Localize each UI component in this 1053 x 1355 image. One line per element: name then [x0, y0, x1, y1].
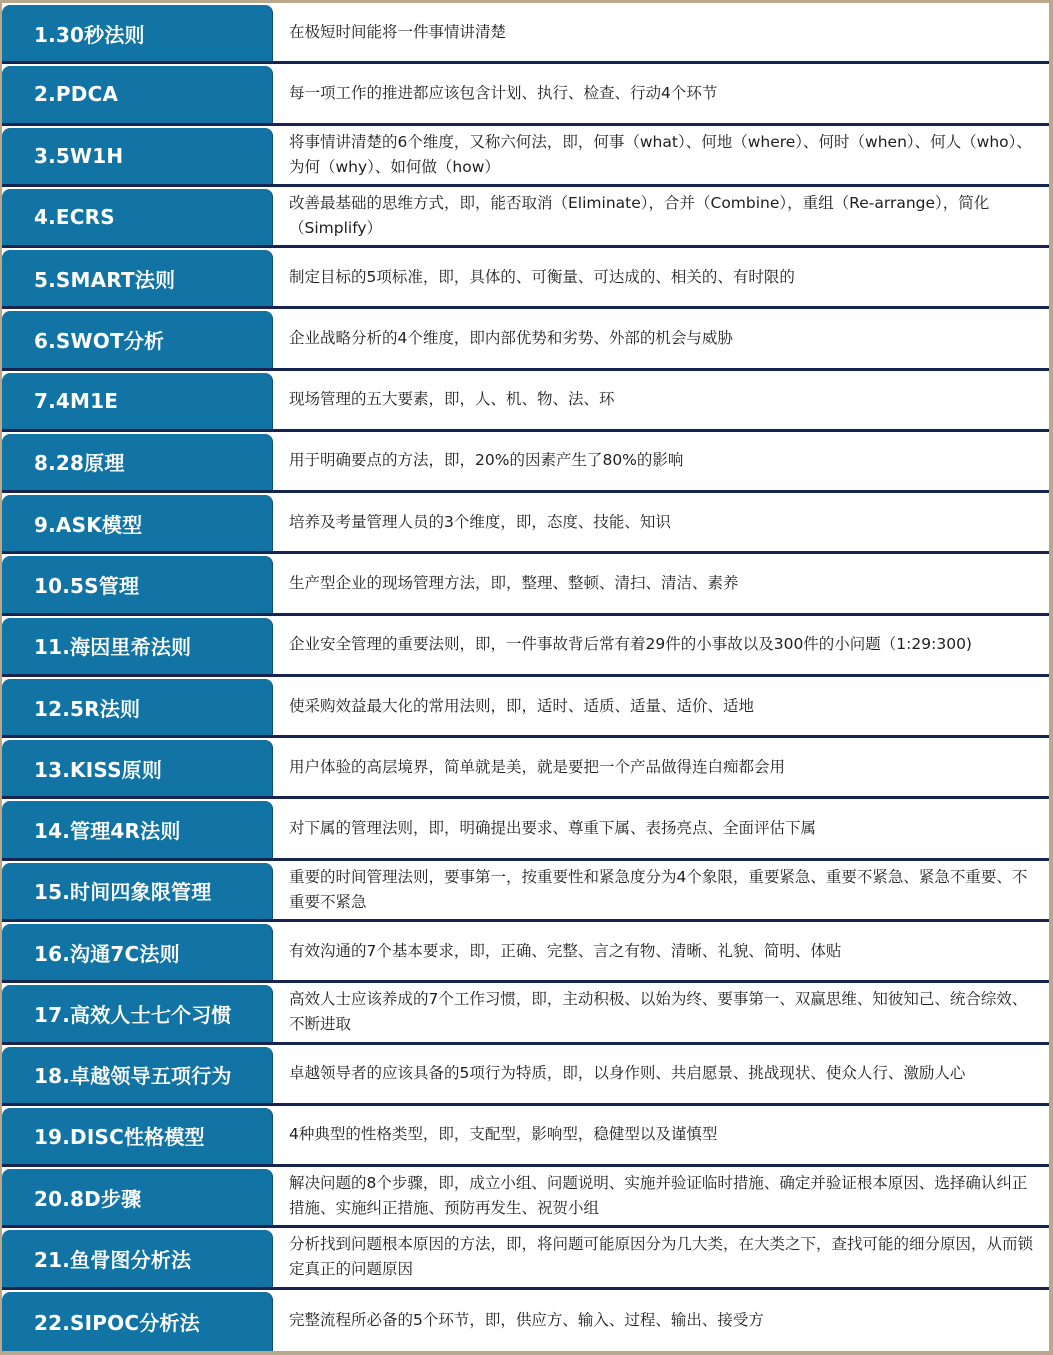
row-description: 将事情讲清楚的6个维度，又称六何法，即，何事（what）、何地（where）、何时（when）、何人（who）、为何（why）、如何做（how） [289, 132, 1032, 176]
row-description: 培养及考量管理人员的3个维度，即，态度、技能、知识 [289, 512, 671, 531]
table-row [2, 493, 1049, 554]
row-description: 每一项工作的推进都应该包含计划、执行、检查、行动4个环节 [289, 83, 718, 102]
row-description: 在极短时间能将一件事情讲清楚 [289, 22, 507, 41]
table-row [2, 738, 1049, 799]
row-description: 企业战略分析的4个维度，即内部优势和劣势、外部的机会与威胁 [289, 328, 733, 347]
row-description: 生产型企业的现场管理方法，即，整理、整顿、清扫、清洁、素养 [289, 574, 739, 593]
row-label: 19.DISC性格模型 [2, 1108, 273, 1164]
row-label: 4.ECRS [2, 189, 273, 245]
row-label: 13.KISS原则 [2, 740, 273, 796]
row-description: 企业安全管理的重要法则，即，一件事故背后常有着29件的小事故以及300件的小问题（1:29:300) [289, 635, 972, 654]
row-description: 用于明确要点的方法，即，20%的因素产生了80%的影响 [289, 451, 684, 470]
table-row [2, 1045, 1049, 1106]
row-description: 现场管理的五大要素，即，人、机、物、法、环 [289, 390, 615, 409]
row-label: 20.8D步骤 [2, 1169, 273, 1225]
row-label: 3.5W1H [2, 128, 273, 184]
row-description: 改善最基础的思维方式，即，能否取消（Eliminate），合并（Combine），重组（Re-arrange），简化（Simplify） [289, 193, 990, 237]
row-label: 18.卓越领导五项行为 [2, 1047, 273, 1103]
table-row [2, 1106, 1049, 1167]
row-description: 制定目标的5项标准，即，具体的、可衡量、可达成的、相关的、有时限的 [289, 267, 795, 286]
table-row [2, 432, 1049, 493]
row-label: 7.4M1E [2, 373, 273, 429]
row-description: 用户体验的高层境界，简单就是美，就是要把一个产品做得连白痴都会用 [289, 757, 786, 776]
row-label: 11.海因里希法则 [2, 618, 273, 674]
row-description: 使采购效益最大化的常用法则，即，适时、适质、适量、适价、适地 [289, 696, 755, 715]
row-label: 6.SWOT分析 [2, 311, 273, 367]
table-row [2, 799, 1049, 860]
table-row [2, 922, 1049, 983]
table-row [2, 861, 1049, 922]
table-row [2, 187, 1049, 248]
row-description: 有效沟通的7个基本要求，即，正确、完整、言之有物、清晰、礼貌、简明、体贴 [289, 941, 842, 960]
management-tools-table [2, 3, 1049, 1351]
row-label: 2.PDCA [2, 66, 273, 122]
row-label: 8.28原理 [2, 434, 273, 490]
table-row [2, 309, 1049, 370]
row-description: 卓越领导者的应该具备的5项行为特质，即，以身作则、共启愿景、挑战现状、使众人行、激励人心 [289, 1064, 966, 1083]
row-label: 1.30秒法则 [2, 5, 273, 61]
row-description: 高效人士应该养成的7个工作习惯，即，主动积极、以始为终、要事第一、双赢思维、知彼知己、统合综效、不断进取 [289, 990, 1028, 1034]
row-label: 10.5S管理 [2, 556, 273, 612]
table-row [2, 677, 1049, 738]
table-row [2, 64, 1049, 125]
row-description: 对下属的管理法则，即，明确提出要求、尊重下属、表扬亮点、全面评估下属 [289, 819, 817, 838]
row-label: 14.管理4R法则 [2, 801, 273, 857]
table-row [2, 248, 1049, 309]
row-description: 重要的时间管理法则，要事第一，按重要性和紧急度分为4个象限，重要紧急、重要不紧急、紧急不重要、不重要不紧急 [289, 867, 1028, 911]
row-label: 21.鱼骨图分析法 [2, 1230, 273, 1286]
table-row [2, 1167, 1049, 1228]
table-row [2, 126, 1049, 187]
row-description: 分析找到问题根本原因的方法，即，将问题可能原因分为几大类，在大类之下，查找可能的细分原因，从而锁定真正的问题原因 [289, 1235, 1034, 1279]
table-row [2, 3, 1049, 64]
row-description: 解决问题的8个步骤，即，成立小组、问题说明、实施并验证临时措施、确定并验证根本原因、选择确认纠正措施、实施纠正措施、预防再发生、祝贺小组 [289, 1174, 1028, 1218]
row-label: 9.ASK模型 [2, 495, 273, 551]
table-row [2, 983, 1049, 1044]
table-row [2, 554, 1049, 615]
table-row [2, 1290, 1049, 1351]
row-label: 5.SMART法则 [2, 250, 273, 306]
row-label: 17.高效人士七个习惯 [2, 985, 273, 1041]
row-label: 12.5R法则 [2, 679, 273, 735]
row-description: 4种典型的性格类型，即，支配型，影响型，稳健型以及谨慎型 [289, 1125, 718, 1144]
row-label: 16.沟通7C法则 [2, 924, 273, 980]
row-label: 22.SIPOC分析法 [2, 1292, 273, 1351]
table-row [2, 371, 1049, 432]
table-row [2, 616, 1049, 677]
row-description: 完整流程所必备的5个环节，即，供应方、输入、过程、输出、接受方 [289, 1310, 764, 1329]
table-row [2, 1228, 1049, 1289]
row-label: 15.时间四象限管理 [2, 863, 273, 919]
